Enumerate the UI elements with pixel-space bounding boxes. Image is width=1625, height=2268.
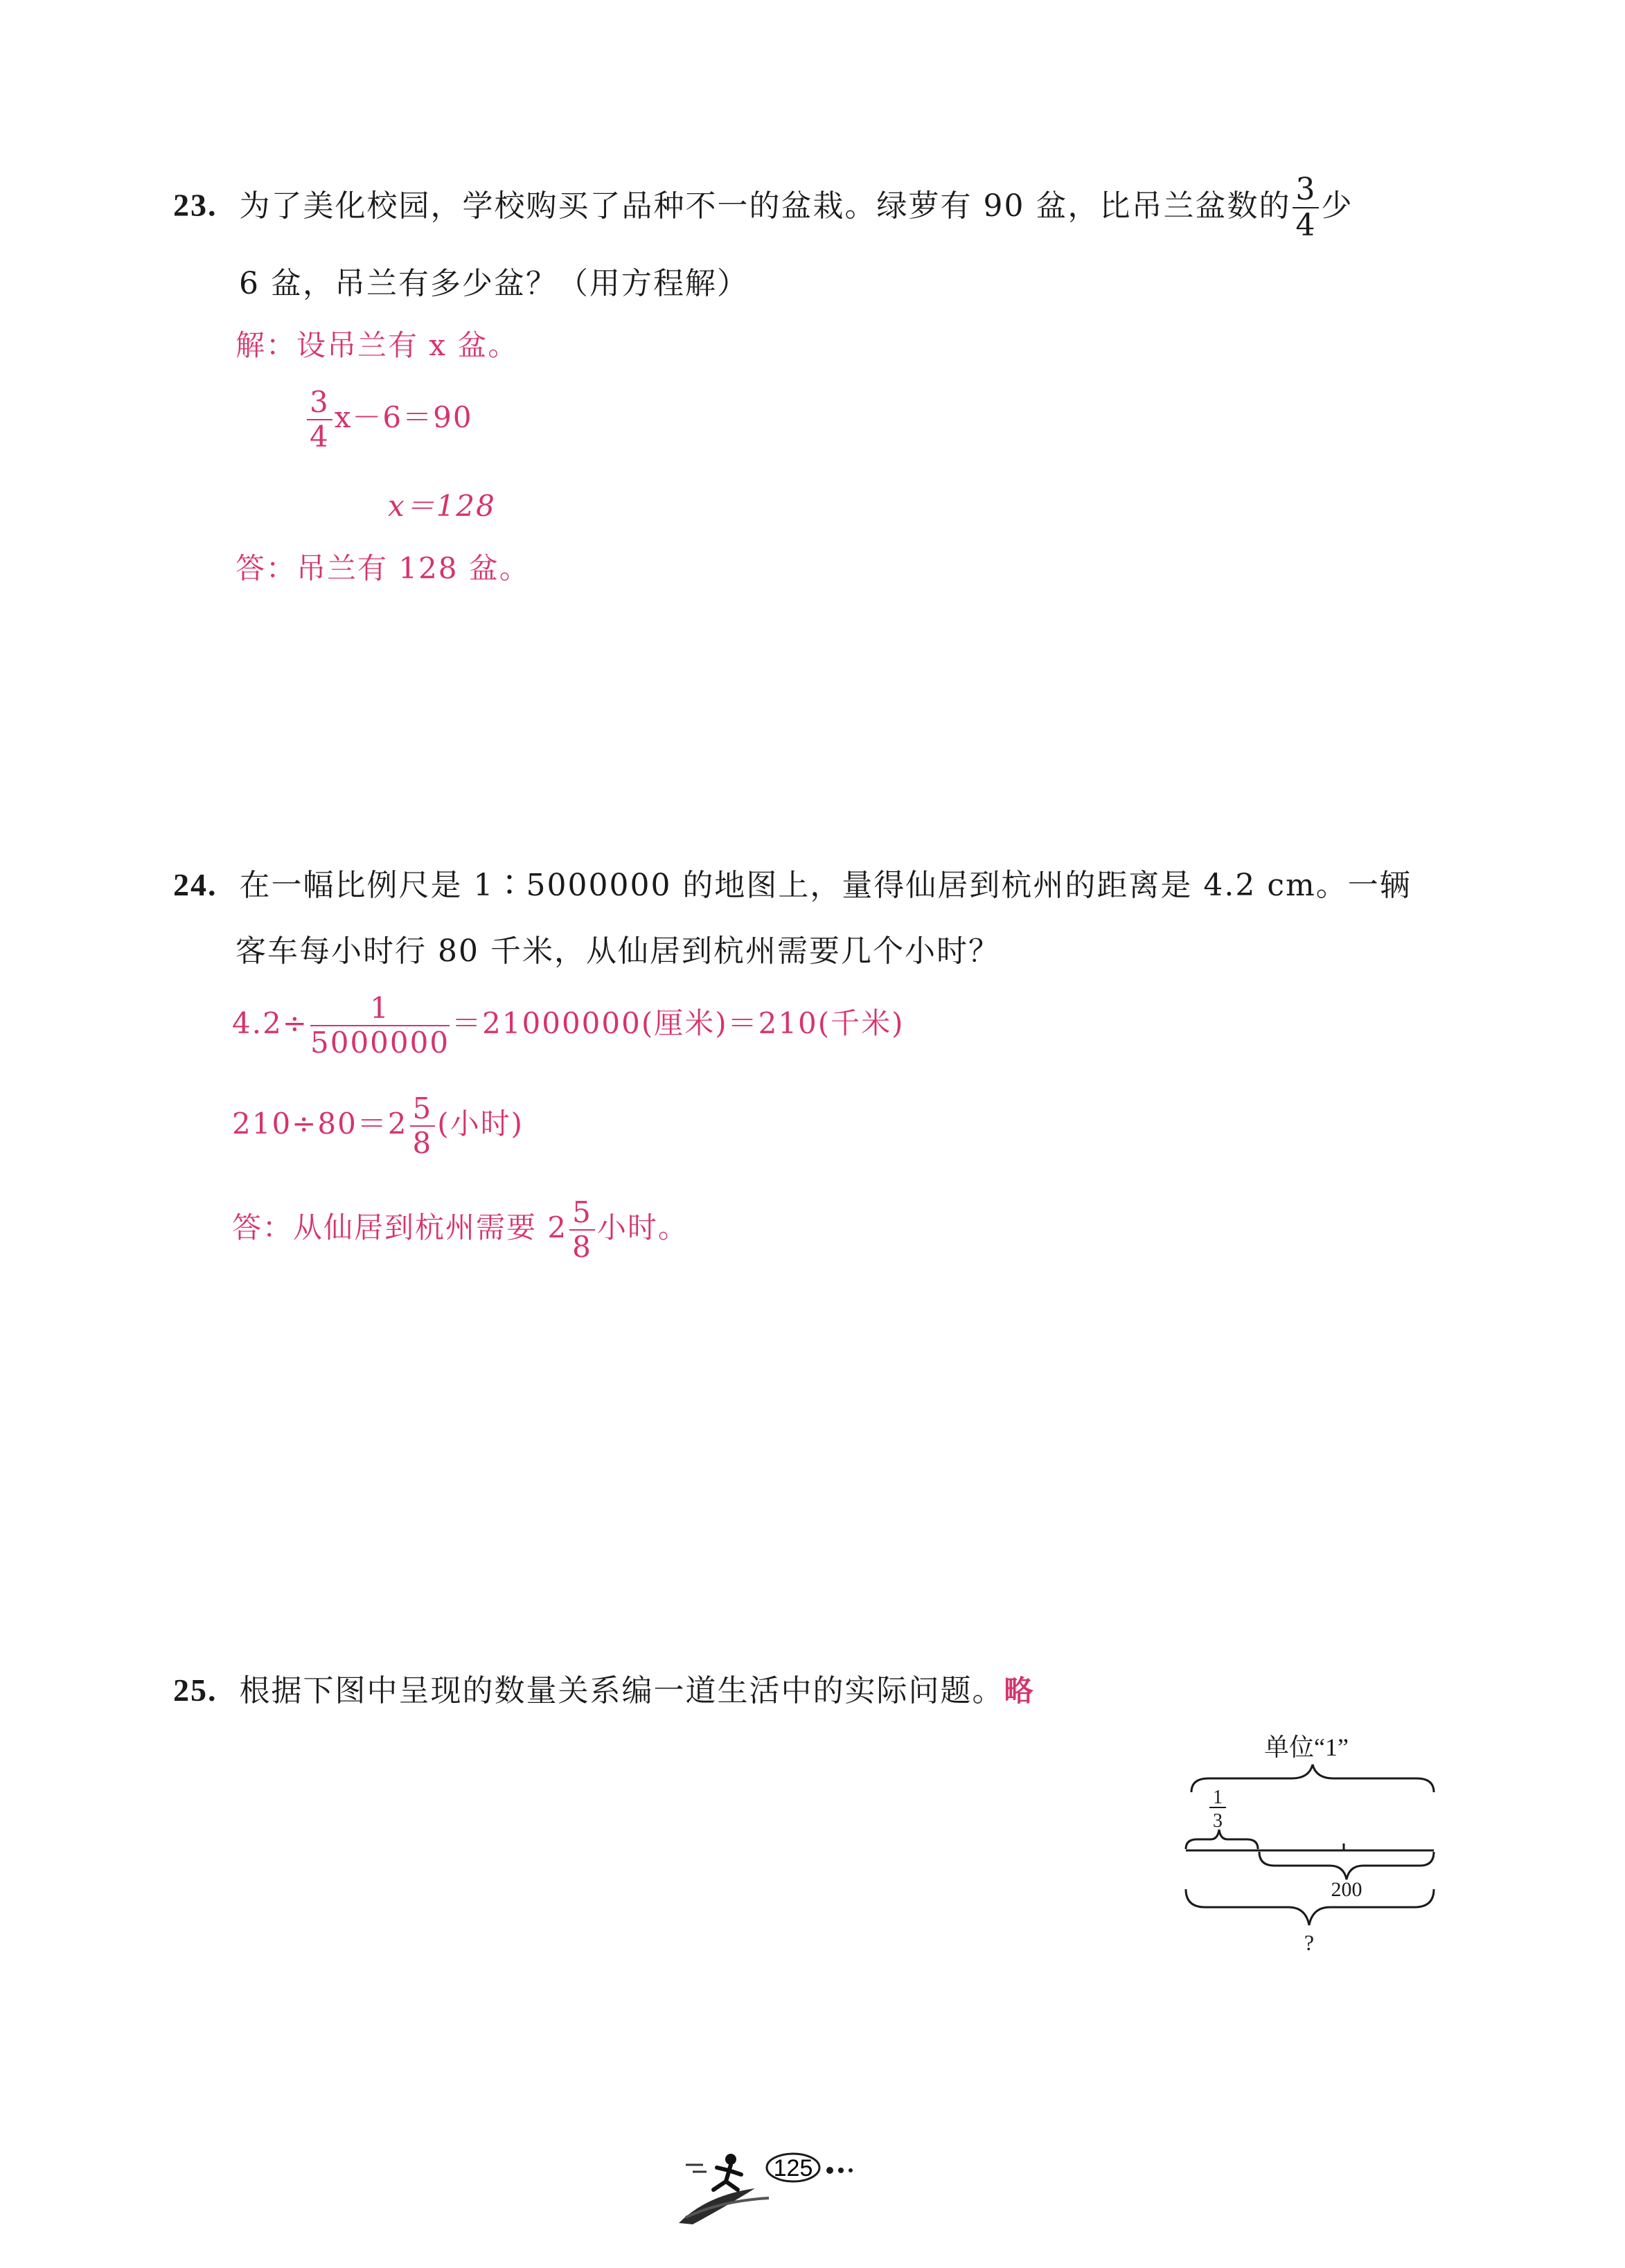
footer-dot-3 [849, 2168, 853, 2172]
q23-equation-rest: x－6＝90 [334, 400, 473, 434]
q23-line1 [173, 172, 1353, 243]
third-brace [1186, 1830, 1258, 1849]
bottom-brace [1186, 1889, 1434, 1925]
q23-answer-final: 答：吊兰有 128 盆。 [236, 551, 530, 585]
page-number: 125 [773, 2155, 813, 2181]
q23-text-post: 少 [1321, 188, 1353, 224]
q24-final-post: 小时。 [596, 1211, 689, 1244]
unit-label: 单位“1” [1264, 1733, 1349, 1761]
q24-step2-post: (小时) [437, 1107, 524, 1141]
q23-equation-fraction: $\frac{3}{4}$ [307, 388, 332, 452]
q23-answer-setup: 解：设吊兰有 x 盆。 [236, 328, 519, 362]
q25-text: 根据下图中呈现的数量关系编一道生活中的实际问题。 [239, 1673, 1004, 1708]
q25-answer: 略 [1004, 1674, 1035, 1708]
top-brace [1191, 1765, 1434, 1792]
q24-answer-step1 [232, 991, 905, 1060]
q24-final-fraction: $\frac{5}{8}$ [569, 1198, 595, 1262]
q24-step1-fraction: $\frac{1}{5000000}$ [310, 991, 450, 1060]
fraction-numerator: 1 [1213, 1787, 1223, 1808]
q23-answer-solution: x＝128 [388, 489, 496, 523]
q23-number: 23. [173, 187, 217, 223]
q24-step2-pre: 210÷80＝2 [232, 1107, 408, 1141]
q23-line2: 6 盆，吊兰有多少盆？（用方程解） [239, 266, 749, 301]
q24-step1-post: ＝21000000(厘米)＝210(千米) [452, 1006, 905, 1040]
page-footer [665, 2140, 900, 2230]
footer-dot-2 [838, 2168, 844, 2173]
unknown-mark: ? [1304, 1930, 1315, 1955]
runner-logo-icon [679, 2154, 769, 2224]
fraction-denominator: 3 [1213, 1810, 1223, 1832]
q23-text-pre: 为了美化校园，学校购买了品种不一的盆栽。绿萝有 90 盆，比吊兰盆数的 [239, 188, 1291, 224]
q24-line2: 客车每小时行 80 千米，从仙居到杭州需要几个小时？ [236, 934, 1000, 969]
q24-text: 在一幅比例尺是 1∶5000000 的地图上，量得仙居到杭州的距离是 4.2 cm。一辆 [239, 868, 1412, 903]
remaining-brace [1259, 1852, 1434, 1879]
quantity-diagram [1178, 1724, 1455, 1960]
q24-step2-fraction: $\frac{5}{8}$ [410, 1094, 436, 1158]
q25-line [173, 1672, 1035, 1708]
q25-number: 25. [173, 1672, 217, 1708]
footer-dot-1 [826, 2167, 833, 2174]
q24-answer-final [232, 1195, 689, 1264]
q23-answer-equation [305, 385, 473, 454]
q23-fraction: $\frac{3}{4}$ [1293, 175, 1319, 241]
q24-step1-pre: 4.2÷ [232, 1006, 308, 1040]
q24-number: 24. [173, 867, 217, 902]
q24-line1 [173, 869, 1412, 901]
q24-answer-step2 [232, 1091, 524, 1160]
q24-final-pre: 答：从仙居到杭州需要 2 [232, 1211, 568, 1244]
remaining-value: 200 [1331, 1878, 1362, 1901]
